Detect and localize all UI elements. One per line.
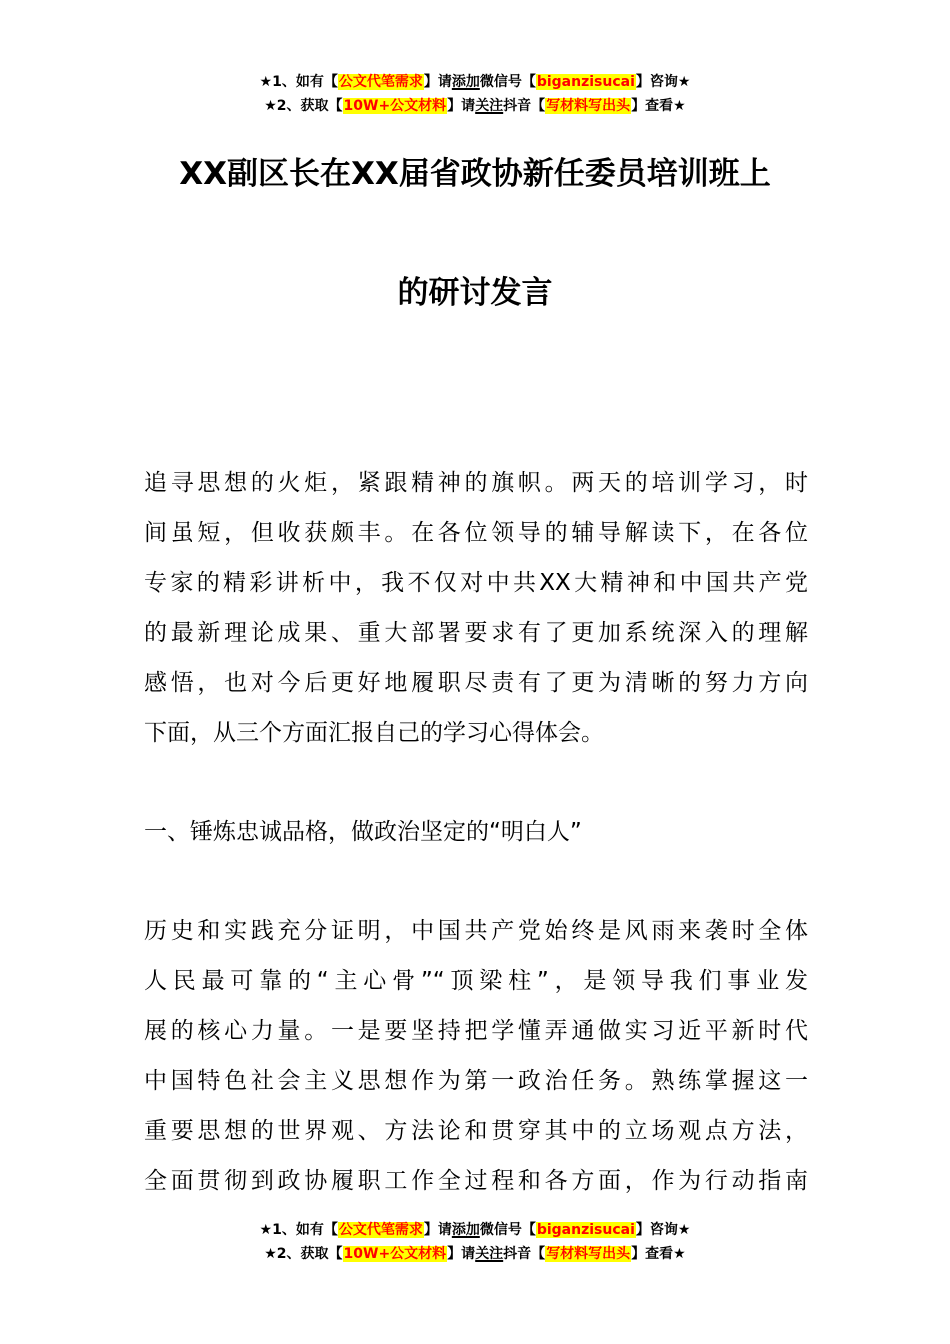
- promo-text: 微信号【: [479, 74, 536, 90]
- promo-text: 】请: [423, 74, 452, 90]
- promo-text: 】咨询★: [635, 74, 691, 90]
- promo-text: 】查看★: [631, 98, 686, 114]
- promo-line-1: [0, 1218, 950, 1242]
- document-title-line-1: XX副区长在XX届省政协新任委员培训班上: [179, 156, 771, 192]
- paragraph-line: 专家的精彩讲析中，我不仅对中共XX大精神和中国共产党: [144, 570, 808, 596]
- promo-banner-bottom: [0, 1218, 950, 1266]
- promo-text: 】请: [423, 1222, 452, 1238]
- promo-text: ★2、获取【: [264, 1246, 343, 1262]
- paragraph-line: 感悟，也对今后更好地履职尽责有了更为清晰的努力方向: [144, 670, 808, 696]
- paragraph-line: 间虽短，但收获颇丰。在各位领导的辅导解读下，在各位: [144, 520, 808, 546]
- promo-emphasis: 关注: [475, 98, 504, 114]
- paragraph-line: 人民最可靠的“主心骨”“顶梁柱”，是领导我们事业发: [144, 968, 808, 994]
- promo-line-2: [0, 94, 950, 118]
- promo-highlight-wechat-id: biganzisucai: [536, 1222, 635, 1238]
- promo-text: 】咨询★: [635, 1222, 691, 1238]
- paragraph-line: 全面贯彻到政协履职工作全过程和各方面，作为行动指南: [144, 1168, 808, 1194]
- promo-text: 抖音【: [503, 98, 546, 114]
- promo-text: ★1、如有【: [259, 74, 338, 90]
- intro-paragraph: [144, 458, 808, 758]
- paragraph-line: 下面，从三个方面汇报自己的学习心得体会。: [144, 720, 604, 746]
- promo-text: 】查看★: [631, 1246, 686, 1262]
- promo-highlight: 10W+公文材料: [343, 98, 447, 114]
- promo-emphasis: 添加: [451, 74, 480, 90]
- promo-text: 】请: [447, 98, 476, 114]
- promo-banner-top: [0, 70, 950, 118]
- paragraph-line: 历史和实践充分证明，中国共产党始终是风雨来袭时全体: [144, 918, 808, 944]
- promo-text: 】请: [447, 1246, 476, 1262]
- promo-highlight: 公文代笔需求: [338, 74, 423, 90]
- promo-line-1: [0, 70, 950, 94]
- promo-highlight: 公文代笔需求: [338, 1222, 423, 1238]
- paragraph-line: 追寻思想的火炬，紧跟精神的旗帜。两天的培训学习，时: [144, 470, 808, 496]
- promo-text: ★1、如有【: [259, 1222, 338, 1238]
- promo-text: ★2、获取【: [264, 98, 343, 114]
- promo-highlight: 10W+公文材料: [343, 1246, 447, 1262]
- paragraph-line: 展的核心力量。一是要坚持把学懂弄通做实习近平新时代: [144, 1018, 808, 1044]
- section-1-paragraph: [144, 906, 808, 1206]
- paragraph-line: 的最新理论成果、重大部署要求有了更加系统深入的理解: [144, 620, 808, 646]
- promo-emphasis: 添加: [451, 1222, 480, 1238]
- section-heading-text: 一、锤炼忠诚品格，做政治坚定的“明白人”: [144, 819, 582, 845]
- promo-text: 微信号【: [479, 1222, 536, 1238]
- promo-text: 抖音【: [503, 1246, 546, 1262]
- promo-line-2: [0, 1242, 950, 1266]
- promo-emphasis: 关注: [475, 1246, 504, 1262]
- document-title-line-2: 的研讨发言: [397, 275, 553, 311]
- promo-highlight-douyin-id: 写材料写出头: [546, 1246, 631, 1262]
- paragraph-line: 中国特色社会主义思想作为第一政治任务。熟练掌握这一: [144, 1068, 808, 1094]
- promo-highlight-wechat-id: biganzisucai: [536, 74, 635, 90]
- promo-highlight-douyin-id: 写材料写出头: [546, 98, 631, 114]
- paragraph-line: 重要思想的世界观、方法论和贯穿其中的立场观点方法，: [144, 1118, 808, 1144]
- section-heading-1: [144, 807, 808, 857]
